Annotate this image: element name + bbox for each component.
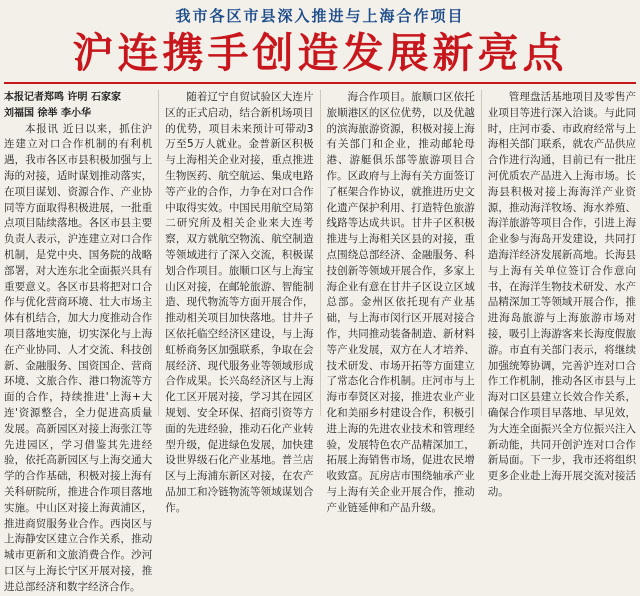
headline: 沪连携手创造发展新亮点: [72, 29, 568, 77]
byline-line-1: 本报记者郑鸣 许明 石家家: [4, 92, 121, 103]
article-body: [4, 90, 636, 593]
article-column-3: [320, 90, 475, 514]
article-column-1: [4, 90, 153, 593]
article-column-2-text: 随着辽宁自贸试验区大连片区的正式启动，结合新机场项目的优势，项目未来预计可带动3万至5万人就业。金普新区积极与上海相关企业对接，重点推进生物医药、航空航运、集成电路等产业的合作，力争在对口合作中取得实效。中国民用航空局第二研究所及相关企业来大连考察，双方就航空物流、航空制造等领域进行了深入交流，积极谋划合作项目。旅顺口区与上海宝山区对接，在邮轮旅游、智能制造、现代物流等方面开展合作，推动相关项目加快落地。甘井子区依托临空经济区建设，与上海虹桥商务区加强联系，争取在会展经济、现代服务业等领域形成合作成果。长兴岛经济区与上海化工区开展对接，学习其在园区规划、安全环保、招商引资等方面的先进经验，推动石化产业转型升级，促进绿色发展，加快建设世界级石化产业基地。普兰店区与上海浦东新区对接，在农产品加工和冷链物流等领域谋划合作。: [165, 91, 314, 514]
article-column-1-text: 本报讯 近日以来，抓住沪连建立对口合作机制的有利机遇，我市各区市县积极加强与上海的对接，适时谋划推动落实，在项目谋划、资源合作、产业协同等方面取得积极进展，一批重点项目陆续落地。各区市县主要负责人表示，沪连建立对口合作机制，是党中央、国务院的战略部署，对大连东北全面振兴具有重要意义。各区市县将把对口合作与优化营商环境、壮大市场主体有机结合，加大力度推动合作项目落地实施，切实深化与上海在产业协同、人才交流、科技创新、金融服务、国资国企、营商环境、文旅合作、港口物流等方面的合作，持续推进'上海+大连'资源整合，全力促进高质量发展。高新园区对接上海张江等先进园区，学习借鉴其先进经验，依托高新园区与上海交通大学的合作基础，积极对接上海有关科研院所，推进合作项目落地实施。中山区对接上海黄浦区，推进商贸服务业合作。西岗区与上海静安区建立合作关系，推动城市更新和文旅消费合作。沙河口区与上海长宁区开展对接，推进总部经济和数字经济合作。: [4, 122, 153, 593]
article-column-2: [158, 90, 314, 514]
headline-rule: [4, 82, 636, 84]
article-column-4-text: 管理盘活基地项目及零售产业项目等进行深入洽谈。与此同时，庄河市委、市政府经常与上海相关部门联系，就农产品供应合作进行沟通，目前已有一批庄河优质农产品进入上海市场。长海县积极对接上海海洋产业资源，推动海洋牧场、海水养殖、海洋旅游等项目合作，引进上海企业参与海岛开发建设，共同打造海洋经济发展新高地。长海县与上海有关单位签订合作意向书，在海洋生物技术研发、水产品精深加工等领域开展合作，推进海岛旅游与上海旅游市场对接，吸引上海游客来长海度假旅游。市直有关部门表示，将继续加强统筹协调，完善沪连对口合作工作机制，推动各区市县与上海对口区县建立长效合作关系，确保合作项目早落地、早见效，为大连全面振兴全方位振兴注入新动能，共同开创沪连对口合作新局面。下一步，我市还将组织更多企业赴上海开展交流对接活动。: [487, 91, 636, 498]
article-column-3-text: 海合作项目。旅顺口区依托旅顺港区的区位优势，以及优越的滨海旅游资源，积极对接上海有关部门和企业，推动邮轮母港、游艇俱乐部等旅游项目合作。区政府与上海有关方面签订了框架合作协议，就推进历史文化遗产保护利用、打造特色旅游线路等达成共识。甘井子区积极推进与上海相关区县的对接，重点围绕总部经济、金融服务、科技创新等领域开展合作，多家上海企业有意在甘井子区设立区域总部。金州区依托现有产业基础，与上海市闵行区开展对接合作，共同推动装备制造、新材料等产业发展，双方在人才培养、技术研发、市场开拓等方面建立了常态化合作机制。庄河市与上海市奉贤区对接，推进农业产业化和美丽乡村建设合作，积极引进上海的先进农业技术和管理经验，发展特色农产品精深加工，拓展上海销售市场，促进农民增收致富。瓦房店市围绕轴承产业与上海有关企业开展合作，推动产业链延伸和产品升级。: [326, 91, 475, 514]
kicker-title: 我市各区市县深入推进与上海合作项目: [175, 7, 465, 25]
byline-line-2: 刘福国 徐举 李小华: [4, 107, 91, 119]
article-column-4: [481, 90, 636, 498]
